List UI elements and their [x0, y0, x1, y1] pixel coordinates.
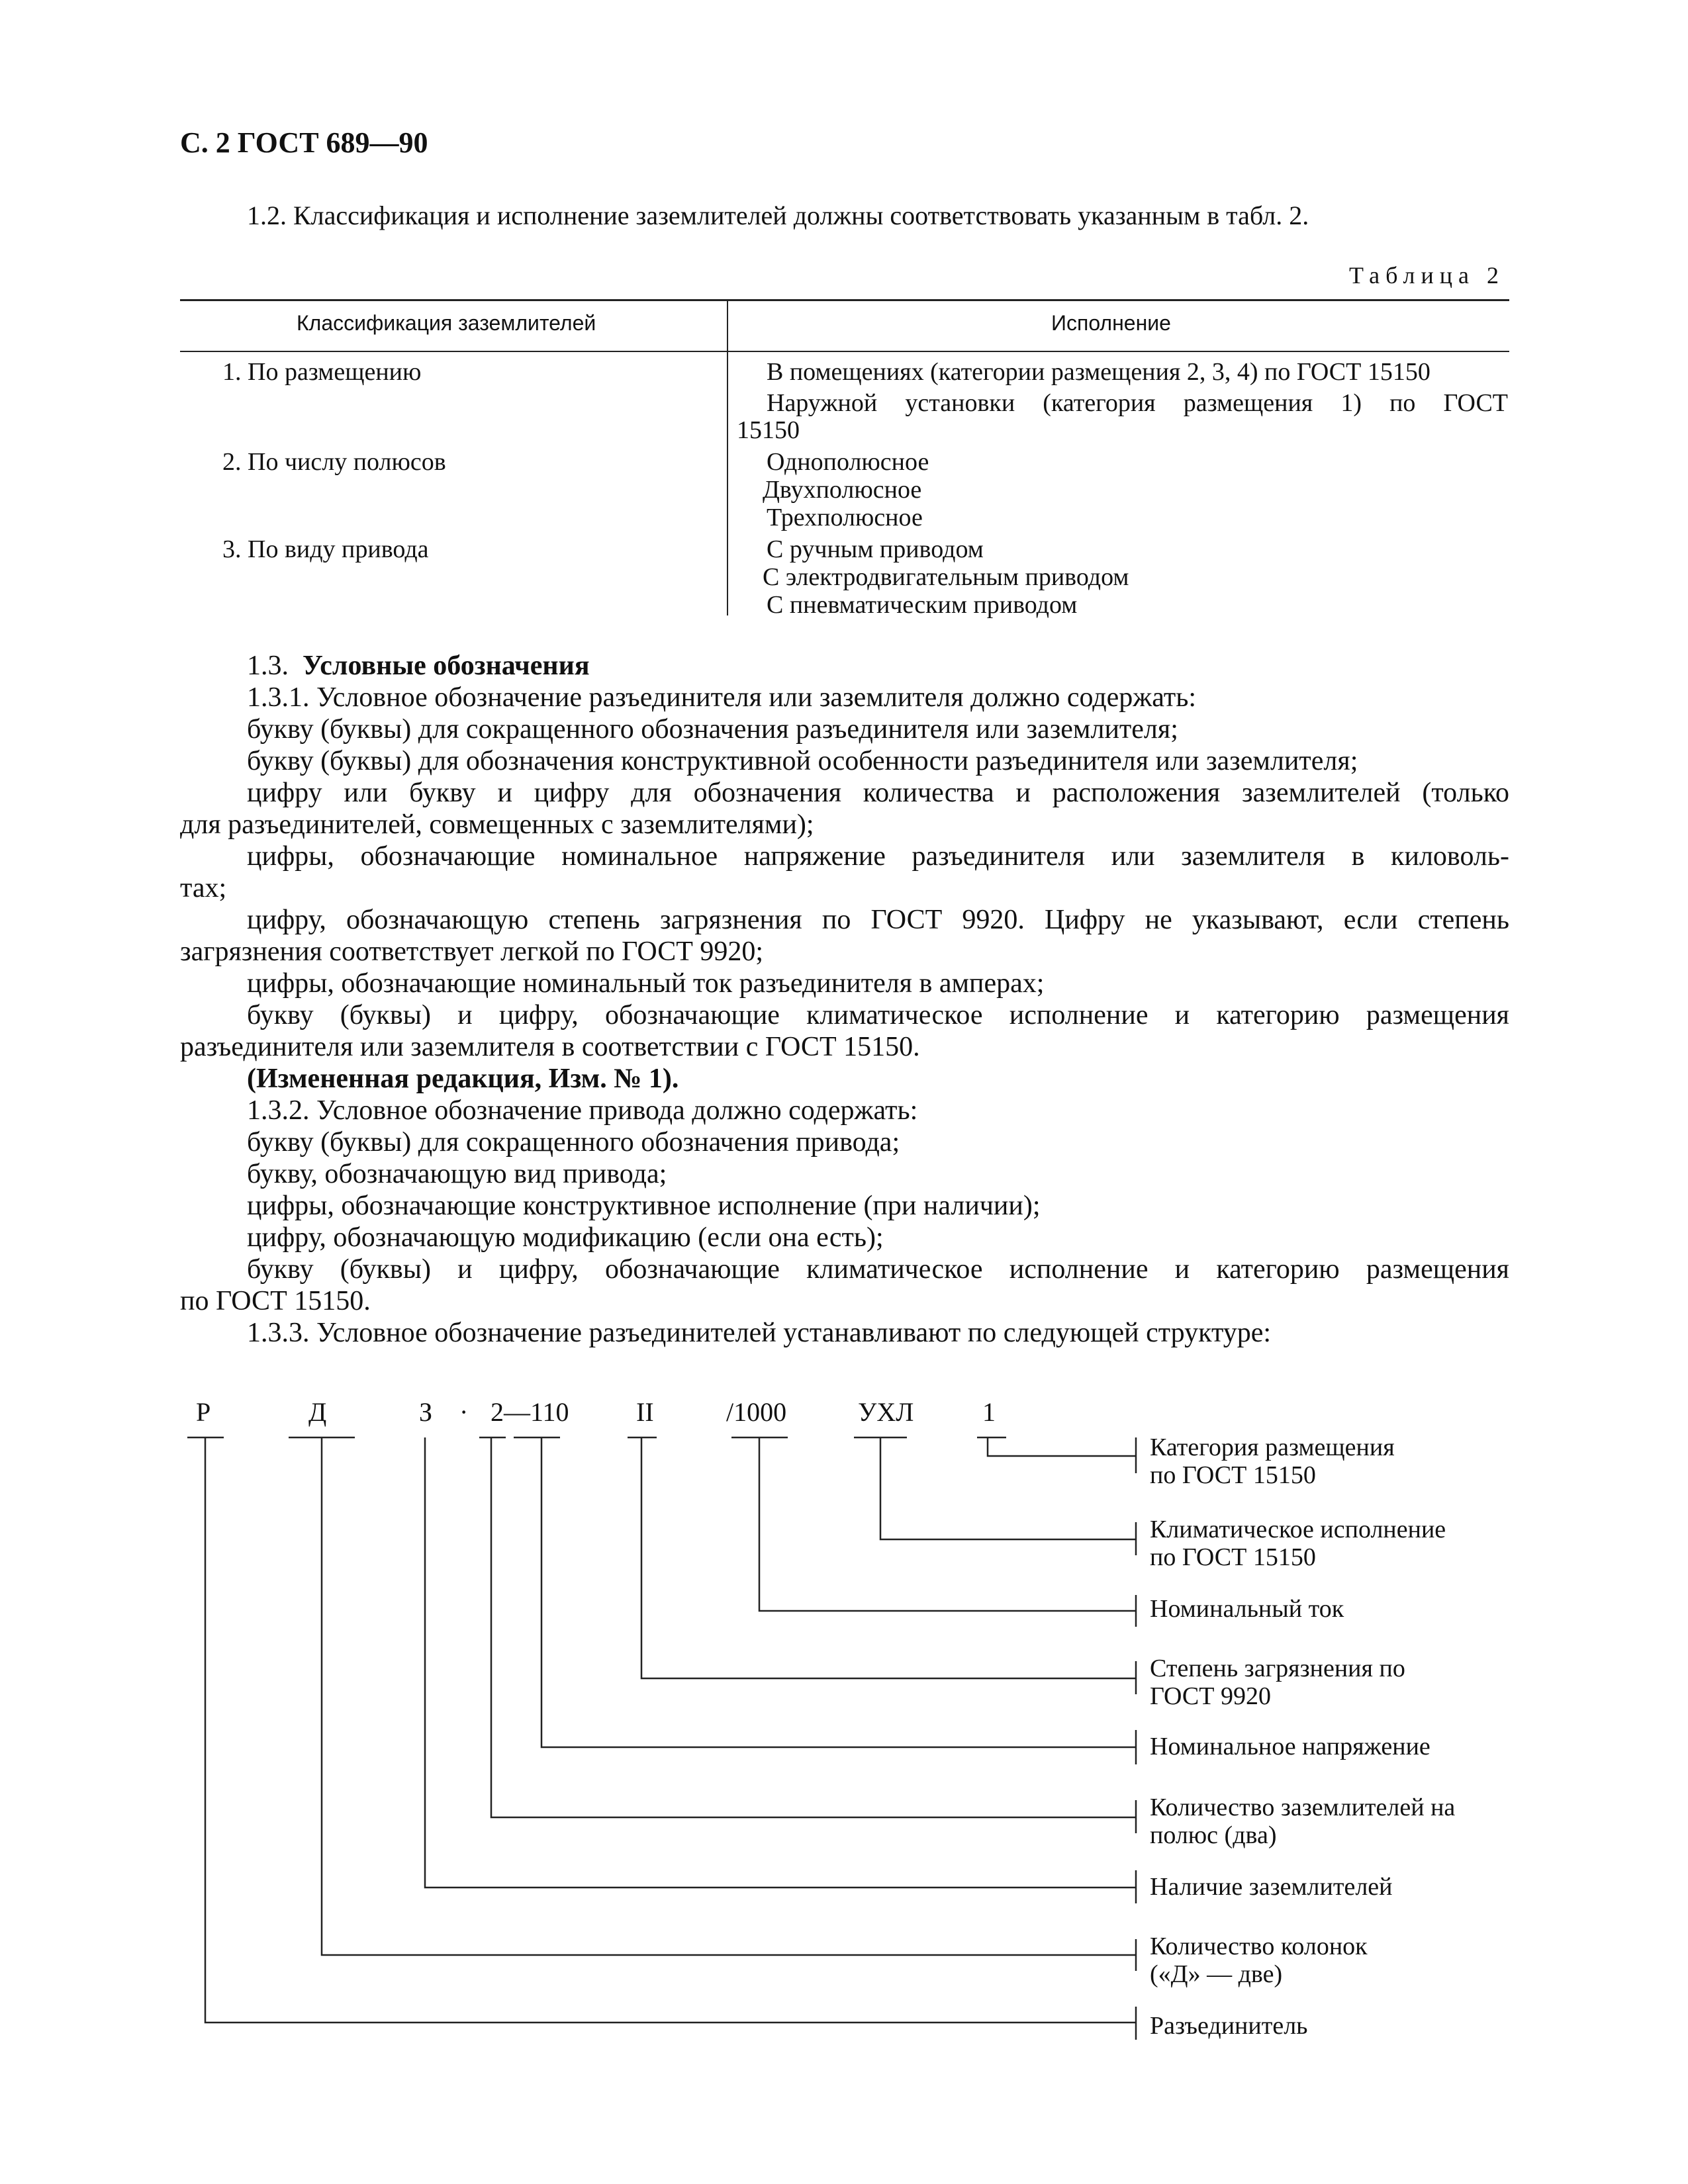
- list-item: букву (буквы) и цифру, обозначающие климатическое исполнение и категорию размещения: [247, 1000, 1509, 1030]
- list-item-continuation: для разъединителей, совмещенных с заземлителями);: [180, 809, 814, 840]
- code-letter-d: Д: [308, 1397, 327, 1427]
- code-category: 1: [982, 1397, 996, 1427]
- leader-line-climate: [854, 1437, 1136, 1555]
- table-col1-header: Классификация заземлителей: [297, 311, 596, 335]
- table-row-label: 2. По числу полюсов: [222, 448, 446, 476]
- label-columns: Количество колонок («Д» — две): [1150, 1933, 1368, 1988]
- label-current: Номинальный ток: [1150, 1595, 1344, 1623]
- paragraph-1-3-3: 1.3.3. Условное обозначение разъединителей устанавливают по следующей структуре:: [247, 1318, 1272, 1348]
- table-col2-header: Исполнение: [1051, 311, 1171, 335]
- paragraph-1-3-1: 1.3.1. Условное обозначение разъединителя или заземлителя должно содержать:: [247, 682, 1197, 713]
- list-item: букву, обозначающую вид привода;: [247, 1159, 667, 1189]
- list-item-continuation: по ГОСТ 15150.: [180, 1286, 371, 1316]
- table-caption: Таблица 2: [1349, 262, 1505, 289]
- list-item: цифры, обозначающие номинальный ток разъединителя в амперах;: [247, 968, 1045, 999]
- paragraph-1-3-2: 1.3.2. Условное обозначение привода должно содержать:: [247, 1095, 918, 1126]
- table-cell-value: 15150: [737, 416, 800, 444]
- table-cell-value: Двухполюсное: [763, 476, 922, 504]
- code-separator-dot: ·: [459, 1397, 469, 1427]
- label-climate: Климатическое исполнение по ГОСТ 15150: [1150, 1516, 1446, 1571]
- list-item: букву (буквы) и цифру, обозначающие климатическое исполнение и категорию размещения: [247, 1254, 1509, 1285]
- list-item-continuation: разъединителя или заземлителя в соответствии с ГОСТ 15150.: [180, 1032, 920, 1062]
- intro-paragraph: 1.2. Классификация и исполнение заземлителей должны соответствовать указанным в табл. 2.: [247, 201, 1309, 230]
- code-letter-r: Р: [196, 1397, 211, 1427]
- label-pollution: Степень загрязнения по ГОСТ 9920: [1150, 1655, 1405, 1710]
- list-item-continuation: тах;: [180, 873, 227, 903]
- amendment-note: (Измененная редакция, Изм. № 1).: [247, 1064, 679, 1094]
- code-voltage: 2—110: [491, 1397, 569, 1427]
- code-climate: УХЛ: [858, 1397, 914, 1427]
- code-letter-z: З: [419, 1397, 433, 1427]
- leader-line-columns: [289, 1437, 1136, 1971]
- list-item: цифру или букву и цифру для обозначения количества и расположения заземлителей (только: [247, 778, 1509, 808]
- table-cell-value: С ручным приводом: [767, 535, 984, 563]
- table-cell-value: С пневматическим приводом: [767, 591, 1078, 619]
- label-disconnector: Разъединитель: [1150, 2012, 1308, 2040]
- list-item: букву (буквы) для сокращенного обозначения разъединителя или заземлителя;: [247, 714, 1178, 745]
- table-cell-value: Наружной установки (категория размещения 1) по ГОСТ: [767, 389, 1508, 417]
- page-header: С. 2 ГОСТ 689—90: [180, 126, 428, 159]
- leader-line-disconnector: [187, 1437, 1136, 2040]
- list-item: букву (буквы) для обозначения конструктивной особенности разъединителя или заземлителя;: [247, 746, 1358, 776]
- table-cell-value: В помещениях (категории размещения 2, 3, 4) по ГОСТ 15150: [767, 358, 1430, 386]
- list-item: цифру, обозначающую степень загрязнения по ГОСТ 9920. Цифру не указывают, если степень: [247, 905, 1509, 935]
- leader-line-category: [977, 1437, 1136, 1473]
- table-cell-value: С электродвигательным приводом: [763, 563, 1129, 591]
- list-item: цифры, обозначающие конструктивное исполнение (при наличии);: [247, 1191, 1041, 1221]
- code-pollution: II: [636, 1397, 654, 1427]
- table-cell-value: Трехполюсное: [767, 504, 923, 531]
- code-current: /1000: [726, 1397, 787, 1427]
- table-row-label: 3. По виду привода: [222, 535, 429, 563]
- list-item: цифры, обозначающие номинальное напряжение разъединителя или заземлителя в киловоль-: [247, 841, 1509, 872]
- list-item: букву (буквы) для сокращенного обозначения привода;: [247, 1127, 900, 1158]
- leader-line-current: [731, 1437, 1136, 1627]
- table-cell-value: Однополюсное: [767, 448, 929, 476]
- list-item: цифру, обозначающую модификацию (если она есть);: [247, 1222, 884, 1253]
- label-grounding-presence: Наличие заземлителей: [1150, 1873, 1393, 1901]
- label-grounding-count: Количество заземлителей на полюс (два): [1150, 1794, 1456, 1849]
- label-category: Категория размещения по ГОСТ 15150: [1150, 1433, 1395, 1489]
- section-number: 1.3.: [247, 651, 289, 681]
- leader-line-voltage: [514, 1437, 1136, 1764]
- leader-line-pollution: [628, 1437, 1136, 1694]
- list-item-continuation: загрязнения соответствует легкой по ГОСТ 9920;: [180, 936, 764, 967]
- section-title: Условные обозначения: [303, 651, 590, 681]
- leader-line-grounding-presence: [425, 1437, 1136, 1903]
- label-voltage: Номинальное напряжение: [1150, 1733, 1430, 1760]
- leader-line-grounding-count: [479, 1437, 1136, 1833]
- table-row-label: 1. По размещению: [222, 358, 422, 386]
